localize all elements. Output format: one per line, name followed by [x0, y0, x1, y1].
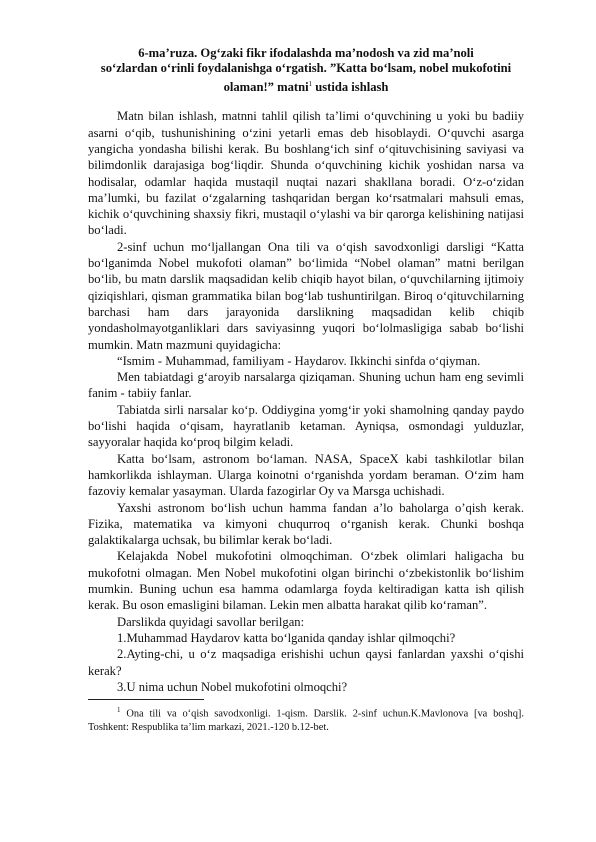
title-line-3	[88, 77, 524, 96]
document-page	[88, 46, 524, 734]
footnote-marker: 1	[117, 706, 121, 715]
title-line-3-end: ustida ishlash	[312, 80, 389, 94]
title-line-1: 6-ma’ruza. Og‘zaki fikr ifodalashda ma’nodosh va zid ma’noli	[138, 46, 474, 60]
footnote-reference[interactable]: 1	[308, 79, 313, 88]
paragraph-quote-nature: Tabiatda sirli narsalar ko‘p. Oddiygina yomg‘ir yoki shamolning qanday paydo bo‘lishi haqida o‘qisam, hayratlanib ketaman. Ayniqsa, osmondagi yulduzlar, sayyoralar haqida ko‘proq bilgim keladi.	[88, 402, 524, 450]
paragraph-intro: Matn bilan ishlash, matnni tahlil qilish ta’limi o‘quvchining u yoki bu badiiy asarni o‘qib, tushunishining o‘zini yetarli emas deb hisoblaydi. O‘quvchi asarga yangicha yondasha bilishi kerak. Bu boshlang‘ich sinf o‘qituvchisining saviyasi va bilimdonlik darajasiga bog‘liqdir. Shunda o‘quvchining kichik yoshidan narsa va hodisalar, odamlar haqida mustaqil nuqtai nazari shakllana boradi. O‘z-o‘zidan ma’lumki, bu fazilat o‘zgalarning tashqaridan bergan ko‘rsatmalari mahsuli emas, kichik o‘quvchining shaxsiy fikri, mustaqil o‘ylashi va bir qarorga kelishining natijasi bo‘ladi.	[88, 109, 524, 238]
lecture-title	[88, 46, 524, 95]
footnote-text: Ona tili va o‘qish savodxonligi. 1-qism. Darslik. 2-sinf uchun.K.Mavlonova [va boshq]. Toshkent: Respublika ta’lim markazi, 2021.-120 b.12-bet.	[88, 708, 524, 733]
paragraph-quote-nobel: Kelajakda Nobel mukofotini olmoqchiman. O‘zbek olimlari haligacha bu mukofotni olmagan. Men Nobel mukofotini olgan birinchi o‘zbekistonlik bo‘lishim mumkin. Buning uchun esa hamma odamlarga foyda keltiradigan katta ish qilish kerak. Bu oson emasligini bilaman. Lekin men albatta harakat qilib ko‘raman”.	[88, 549, 524, 613]
paragraph-questions-intro: Darslikda quyidagi savollar berilgan:	[117, 614, 305, 629]
title-line-3-text: olaman!” matni	[223, 80, 309, 94]
paragraph-quote-study: Yaxshi astronom bo‘lish uchun hamma fandan a’lo baholarga o’qish kerak. Fizika, matematika va kimyoni chuqurroq o‘rganish kerak. Chunki boshqa galaktikalarga uchsak, bu bilimlar kerak bo‘ladi.	[88, 500, 524, 548]
paragraph-quote-start: “Ismim - Muhammad, familiyam - Haydarov. Ikkinchi sinfda o‘qiyman.	[117, 353, 481, 368]
paragraph-textbook: 2-sinf uchun mo‘ljallangan Ona tili va o‘qish savodxonligi darsligi “Katta bo‘lganimda Nobel mukofoti olaman” bo‘limida “Nobel olaman” matni berilgan bo‘lib, bu matn darslik maqsadidan kelib chiqib hayot bilan, o‘quvchilarning ijtimoiy qiziqishlari, qisman grammatika bilan bog‘lab tushuntirilgan. Biroq o‘qituvchilarning barchasi ham dars jarayonida darslikning maqsadidan kelib chiqib yondasholmayotganliklari dars saviyasinng yuqori bo‘lolmasligiga sabab bo‘lishi mumkin. Matn mazmuni quyidagicha:	[88, 239, 524, 352]
question-3: 3.U nima uchun Nobel mukofotini olmoqchi?	[117, 679, 348, 694]
footnote-divider	[88, 699, 204, 700]
question-2: 2.Ayting-chi, u o‘z maqsadiga erishishi uchun qaysi fanlardan yaxshi o‘qishi kerak?	[88, 647, 524, 678]
paragraph-quote-interest: Men tabiatdagi g‘aroyib narsalarga qiziqaman. Shuning uchun ham eng sevimli fanim - tabiiy fanlar.	[88, 370, 524, 401]
footnote	[88, 704, 524, 734]
question-1: 1.Muhammad Haydarov katta bo‘lganida qanday ishlar qilmoqchi?	[117, 630, 456, 645]
title-line-2: so‘zlardan o‘rinli foydalanishga o‘rgatish. ”Katta bo‘lsam, nobel mukofotini	[100, 61, 512, 76]
paragraph-quote-astronomer: Katta bo‘lsam, astronom bo‘laman. NASA, SpaceX kabi tashkilotlar bilan hamkorlikda ishlayman. Ularga koinotni o‘rganishda yordam beraman. O‘zim ham fazoviy kemalar yasayman. Ularda fazogirlar Oy va Marsga uchishadi.	[88, 451, 524, 499]
